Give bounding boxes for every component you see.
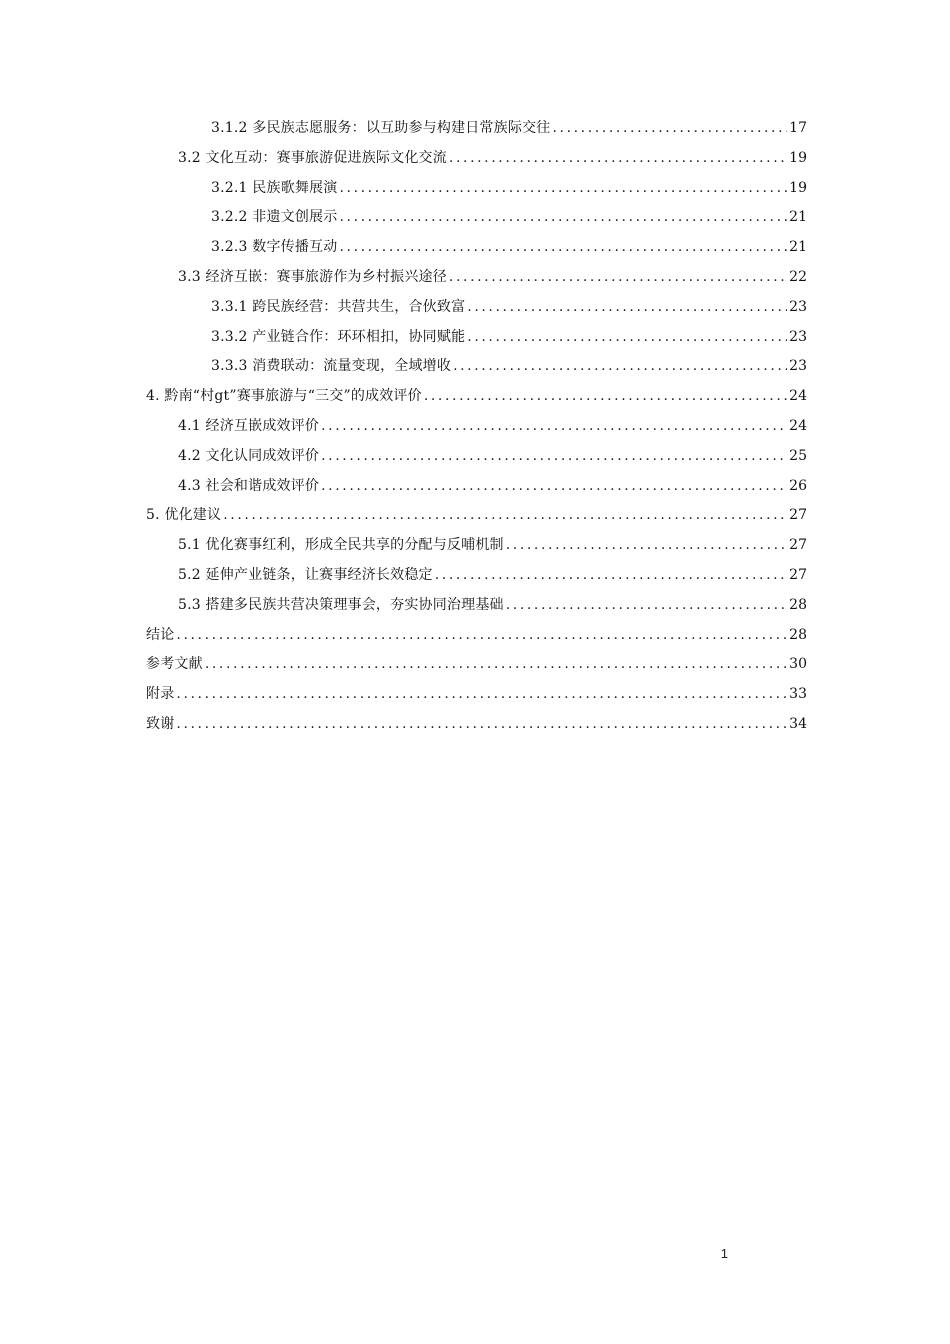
toc-entry-title: 5.3 搭建多民族共营决策理事会，夯实协同治理基础 xyxy=(178,596,504,613)
toc-entry-title: 参考文献 xyxy=(146,656,203,673)
toc-entry-page: 27 xyxy=(789,537,807,554)
toc-entry[interactable] xyxy=(146,144,807,174)
toc-entry[interactable] xyxy=(146,680,807,710)
table-of-contents xyxy=(146,114,807,740)
toc-entry-page: 30 xyxy=(789,656,807,673)
toc-dot-leader xyxy=(223,501,787,531)
toc-entry[interactable] xyxy=(146,501,807,531)
toc-entry-page: 23 xyxy=(789,298,807,315)
toc-dot-leader xyxy=(321,442,787,472)
toc-dot-leader xyxy=(506,531,787,561)
toc-dot-leader xyxy=(205,650,787,680)
toc-entry-page: 28 xyxy=(789,596,807,613)
toc-entry-page: 28 xyxy=(789,626,807,643)
toc-entry-page: 19 xyxy=(789,179,807,196)
toc-entry-page: 25 xyxy=(789,447,807,464)
toc-entry-title: 3.3.1 跨民族经营：共营共生，合伙致富 xyxy=(211,298,466,315)
toc-dot-leader xyxy=(467,323,787,353)
toc-entry-page: 24 xyxy=(789,388,807,405)
toc-entry-page: 27 xyxy=(789,566,807,583)
toc-entry[interactable] xyxy=(146,263,807,293)
toc-dot-leader xyxy=(339,233,787,263)
toc-entry-page: 26 xyxy=(789,477,807,494)
toc-dot-leader xyxy=(449,263,787,293)
toc-entry-title: 3.2.1 民族歌舞展演 xyxy=(211,179,338,196)
toc-entry-page: 21 xyxy=(789,209,807,226)
toc-entry[interactable] xyxy=(146,561,807,591)
toc-entry-title: 5. 优化建议 xyxy=(146,507,222,524)
toc-entry-title: 3.2.3 数字传播互动 xyxy=(211,239,338,256)
toc-dot-leader xyxy=(321,412,787,442)
toc-entry[interactable] xyxy=(146,621,807,651)
toc-entry-page: 23 xyxy=(789,328,807,345)
toc-entry-title: 4.2 文化认同成效评价 xyxy=(178,447,320,464)
toc-entry[interactable] xyxy=(146,233,807,263)
toc-entry[interactable] xyxy=(146,650,807,680)
toc-entry-title: 3.3.2 产业链合作：环环相扣，协同赋能 xyxy=(211,328,466,345)
toc-entry-title: 结论 xyxy=(146,626,175,643)
toc-dot-leader xyxy=(176,680,787,710)
toc-entry[interactable] xyxy=(146,293,807,323)
toc-entry-title: 4. 黔南“村gt”赛事旅游与“三交”的成效评价 xyxy=(146,388,422,405)
toc-entry[interactable] xyxy=(146,203,807,233)
toc-dot-leader xyxy=(453,352,787,382)
toc-entry[interactable] xyxy=(146,412,807,442)
toc-entry-title: 3.1.2 多民族志愿服务：以互助参与构建日常族际交往 xyxy=(211,120,551,136)
toc-entry-page: 23 xyxy=(789,358,807,375)
toc-dot-leader xyxy=(552,114,787,144)
toc-entry-title: 致谢 xyxy=(146,715,175,732)
toc-dot-leader xyxy=(176,621,787,651)
toc-dot-leader xyxy=(449,144,787,174)
page-number: 1 xyxy=(720,1246,728,1261)
toc-dot-leader xyxy=(176,710,787,740)
toc-entry-title: 4.1 经济互嵌成效评价 xyxy=(178,417,320,434)
toc-entry-page: 21 xyxy=(789,239,807,256)
toc-entry-page: 34 xyxy=(789,715,807,732)
toc-dot-leader xyxy=(339,203,787,233)
toc-entry-page: 22 xyxy=(789,268,807,285)
toc-entry[interactable] xyxy=(146,174,807,204)
toc-entry[interactable] xyxy=(146,382,807,412)
toc-entry[interactable] xyxy=(146,114,807,144)
toc-entry[interactable] xyxy=(146,323,807,353)
toc-dot-leader xyxy=(321,472,787,502)
toc-entry[interactable] xyxy=(146,710,807,740)
toc-dot-leader xyxy=(424,382,787,412)
toc-entry-page: 27 xyxy=(789,507,807,524)
toc-entry[interactable] xyxy=(146,472,807,502)
toc-entry-page: 19 xyxy=(789,149,807,166)
toc-entry-page: 33 xyxy=(789,686,807,703)
toc-entry-title: 3.2.2 非遗文创展示 xyxy=(211,209,338,226)
toc-entry-title: 3.3 经济互嵌：赛事旅游作为乡村振兴途径 xyxy=(178,268,447,285)
toc-entry[interactable] xyxy=(146,531,807,561)
toc-entry[interactable] xyxy=(146,591,807,621)
toc-entry-title: 3.3.3 消费联动：流量变现，全域增收 xyxy=(211,358,452,375)
toc-entry-title: 附录 xyxy=(146,686,175,703)
toc-dot-leader xyxy=(467,293,787,323)
toc-entry[interactable] xyxy=(146,352,807,382)
toc-entry-title: 3.2 文化互动：赛事旅游促进族际文化交流 xyxy=(178,149,447,166)
toc-entry-page: 24 xyxy=(789,417,807,434)
toc-entry-title: 5.2 延伸产业链条，让赛事经济长效稳定 xyxy=(178,566,433,583)
toc-dot-leader xyxy=(506,591,787,621)
toc-entry-page: 17 xyxy=(789,120,807,136)
toc-entry-title: 5.1 优化赛事红利，形成全民共享的分配与反哺机制 xyxy=(178,537,504,554)
toc-entry[interactable] xyxy=(146,442,807,472)
toc-entry-title: 4.3 社会和谐成效评价 xyxy=(178,477,320,494)
toc-dot-leader xyxy=(435,561,787,591)
toc-dot-leader xyxy=(339,174,787,204)
